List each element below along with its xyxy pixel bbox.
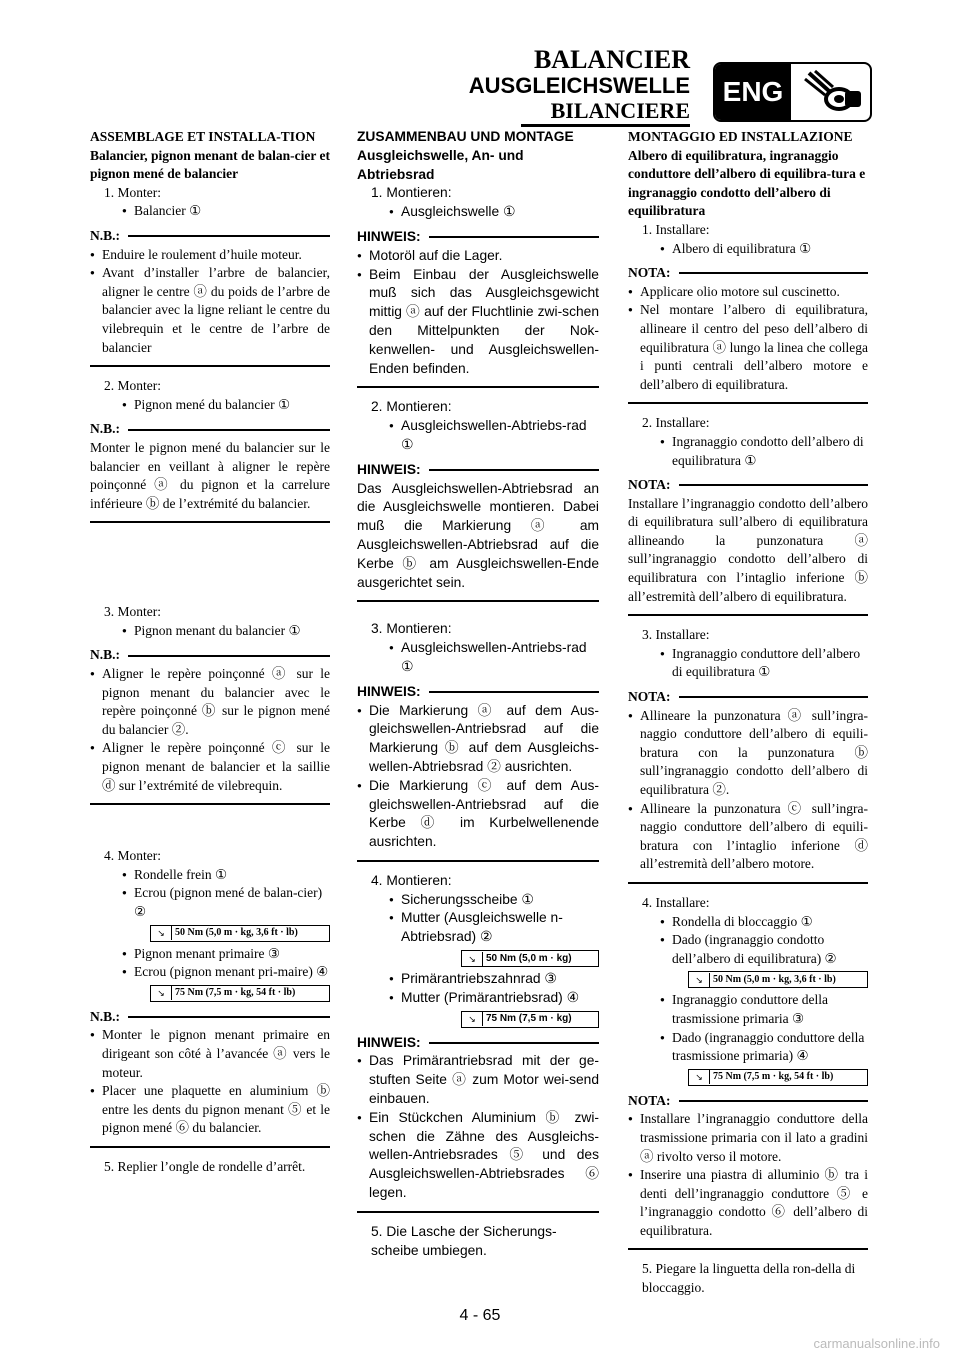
section-header [469,46,690,127]
torque-spec: ↘ 75 Nm (7,5 m · kg, 54 ft · lb) [150,985,330,1002]
note-item: ● Aligner le repère poinçonné ⓐ sur le pignon menant du balancier avec le repère poinçonné ⓑ sur le pignon mené du balancier ②. [90,665,330,739]
note-item: ● Allineare la punzonatura ⓐ sull’ingra-naggio conduttore dell’albero di equili-bratura con la punzonatura ⓑ sull’ingranaggio condotto dell’albero di equilibratura ②. [628,707,868,800]
step-5: 5. Die Lasche der Sicherungs-scheibe umbiegen. [371,1223,557,1258]
step-5: 5. Replier l’ongle de rondelle d’arrêt. [104,1158,306,1174]
note-item: ● Applicare olio motore sul cuscinetto. [628,283,868,302]
eng-badge [713,62,872,122]
engine-icon [791,64,870,120]
step-4-item: ● Sicherungsscheibe ① [357,891,599,910]
step-4: 4. Montieren: [371,872,452,888]
note-heading: HINWEIS: [357,683,599,702]
divider [357,600,599,602]
divider [357,860,599,862]
step-1: 1. Installare: [642,221,710,237]
note-item: ● Installare l’ingranaggio conduttore della trasmissione primaria con il lato a gradini ⓐ rivolto verso il motore. [628,1110,868,1166]
column-french [90,128,330,1177]
divider [90,1146,330,1148]
watermark: carmanualsonline.info [813,1336,940,1351]
note-heading: N.B.: [90,646,330,665]
note-heading: NOTA: [628,264,868,283]
wrench-icon: ↘ [151,926,172,940]
note-item: ● Allineare la punzonatura ⓒ sull’ingra-naggio conduttore dell’albero di equili-bratura con l’intaglio inferione ⓓ all’estremità dell’albero motore. [628,800,868,874]
torque-spec: ↘ 75 Nm (7,5 m · kg) [461,1011,599,1028]
column-german [357,128,599,1260]
step-3: 3. Montieren: [371,621,452,637]
step-4-item: ● Ingranaggio conduttore della trasmissione primaria ③ [628,991,868,1028]
step-4-item: ● Mutter (Primärantriebsrad) ④ [357,989,599,1008]
column-italian [628,128,868,1298]
note-item: ● Die Markierung ⓐ auf dem Aus-gleichswellen-Antriebsrad auf die Markierung ⓑ auf dem Ausgleichs-wellen-Abtriebsrad ② ausrichten. [357,702,599,777]
wrench-icon: ↘ [462,952,483,966]
divider [90,803,330,805]
step-4-item: ● Dado (ingranaggio condotto dell’albero di equilibratura) ② [628,931,868,968]
divider [628,402,868,404]
step-5: 5. Piegare la linguetta della ron-della di bloccaggio. [642,1261,856,1296]
step-3: 3. Installare: [642,627,710,643]
note-item: ● Nel montare l’albero di equilibratura, allineare il centro del peso dell’albero di equilibratura ⓐ lungo la linea che collega i punti centrali dell’albero motore e dell’albero di equilibratura. [628,301,868,394]
title-fr: BALANCIER [533,45,690,74]
step-3-item: ● Ausgleichswellen-Antriebs-rad ① [357,639,599,677]
heading-sub: Albero di equilibratura, ingranaggio conduttore dell’albero di equilibra-tura e ingranaggio condotto dell’albero di equilibratura [628,147,866,219]
note-text: Installare l’ingranaggio condotto dell’albero di equilibratura sull’albero di equilibratura allineando la punzonatura ⓐ sull’ingranaggio condotto dell’albero di equilibratura con l’intaglio inferione ⓑ all’estremità dell’albero di equilibratura. [628,495,868,604]
step-1: 1. Monter: [104,184,161,200]
step-4-item: ● Primärantriebszahnrad ③ [357,970,599,989]
note-item: ● Placer une plaquette en aluminium ⓑ entre les dents du pignon menant ⑤ et le pignon mené ⑥ du balancier. [90,1082,330,1138]
step-4: 4. Monter: [104,848,161,864]
wrench-icon: ↘ [151,986,172,1000]
note-heading: N.B.: [90,1008,330,1027]
divider [90,365,330,367]
torque-spec: ↘ 50 Nm (5,0 m · kg, 3,6 ft · lb) [688,971,868,988]
step-2: 2. Installare: [642,415,710,431]
divider [628,614,868,616]
note-text: Das Ausgleichswellen-Abtriebsrad an die Ausgleichswelle montieren. Dabei muß die Markierung ⓐ am Ausgleichswellen-Abtriebsrad auf die Kerbe ⓑ am Ausgleichswellen-Ende ausgerichtet sein. [357,480,599,590]
torque-spec: ↘ 50 Nm (5,0 m · kg) [461,950,599,967]
torque-spec: ↘ 50 Nm (5,0 m · kg, 3,6 ft · lb) [150,925,330,942]
step-1: 1. Montieren: [371,185,452,201]
note-item: ● Motoröl auf die Lager. [357,247,599,266]
note-text: Monter le pignon mené du balancier sur le balancier en veillant à aligner le repère poinçonné ⓐ du pignon et la carrelure inférieure ⓑ de l’extrémité du balancier. [90,439,330,511]
step-2: 2. Monter: [104,378,161,394]
heading-sub: Balancier, pignon menant de balan-cier et pignon mené de balancier [90,147,331,182]
title-de: AUSGLEICHSWELLE [468,73,690,98]
divider [357,1211,599,1213]
note-item: ● Enduire le roulement d’huile moteur. [90,246,330,265]
step-4-item: ● Ecrou (pignon mené de balan-cier) ② [90,884,330,921]
heading-main: ASSEMBLAGE ET INSTALLA-TION [90,129,316,144]
step-1-item: ● Balancier ① [90,202,330,221]
step-4: 4. Installare: [642,894,710,910]
note-heading: HINWEIS: [357,461,599,480]
step-3-item: ● Pignon menant du balancier ① [90,622,330,641]
note-item: ● Inserire una piastra di alluminio ⓑ tra i denti dell’ingranaggio conduttore ⑤ e l’ingranaggio condotto ⑥ dell’albero di equilibratura. [628,1166,868,1240]
divider [628,882,868,884]
step-4-item: ● Mutter (Ausgleichswelle n-Abtriebsrad) ② [357,909,599,947]
note-heading: NOTA: [628,688,868,707]
step-1-item: ● Albero di equilibratura ① [628,240,868,259]
title-it: BILANCIERE [521,98,690,127]
divider [628,1248,868,1250]
note-item: ● Ein Stückchen Aluminium ⓑ zwi-schen die Zähne des Ausgleichs-wellen-Antriebsrades ⑤ und des Ausgleichswellen-Abtriebsrades ⑥ legen. [357,1109,599,1203]
step-2-item: ● Ausgleichswellen-Abtriebs-rad ① [357,417,599,455]
note-heading: N.B.: [90,420,330,439]
step-3-item: ● Ingranaggio conduttore dell’albero di equilibratura ① [628,645,868,682]
heading-main: MONTAGGIO ED INSTALLAZIONE [628,129,853,144]
step-2-item: ● Ingranaggio condotto dell’albero di equilibratura ① [628,433,868,470]
note-item: ● Die Markierung ⓒ auf dem Aus-gleichswellen-Antriebsrad auf die Kerbe ⓓ im Kurbelwellenende ausrichten. [357,777,599,852]
step-3: 3. Monter: [104,604,161,620]
step-2-item: ● Pignon mené du balancier ① [90,396,330,415]
divider [357,386,599,388]
note-heading: NOTA: [628,1092,868,1111]
step-2: 2. Montieren: [371,399,452,415]
wrench-icon: ↘ [689,1070,710,1084]
note-item: ● Aligner le repère poinçonné ⓒ sur le pignon menant de balancier et la saillie ⓓ sur l’extrémité de vilebrequin. [90,739,330,795]
page-number: 4 - 65 [459,1307,501,1324]
note-item: ● Beim Einbau der Ausgleichswelle muß sich das Ausgleichsgewicht mittig ⓐ auf der Fluchtlinie zwi-schen den Mittelpunkten der Nok-kenwellen- und Ausgleichswellen-Enden befinden. [357,266,599,379]
step-4-item: ● Dado (ingranaggio conduttore della trasmissione primaria) ④ [628,1029,868,1066]
divider [90,521,330,523]
heading-main: ZUSAMMENBAU UND MONTAGE [357,129,574,144]
badge-label: ENG [715,64,791,120]
note-heading: N.B.: [90,227,330,246]
note-heading: NOTA: [628,476,868,495]
step-4-item: ● Rondelle frein ① [90,866,330,885]
step-4-item: ● Pignon menant primaire ③ [90,945,330,964]
wrench-icon: ↘ [462,1012,483,1026]
note-heading: HINWEIS: [357,1034,599,1053]
heading-sub: Ausgleichswelle, An- und Abtriebsrad [357,147,524,182]
torque-spec: ↘ 75 Nm (7,5 m · kg, 54 ft · lb) [688,1069,868,1086]
note-item: ● Das Primärantriebsrad mit der ge-stuften Seite ⓐ zum Motor wei-send einbauen. [357,1052,599,1108]
step-4-item: ● Rondella di bloccaggio ① [628,913,868,932]
step-4-item: ● Ecrou (pignon menant pri-maire) ④ [90,963,330,982]
note-heading: HINWEIS: [357,228,599,247]
wrench-icon: ↘ [689,973,710,987]
note-item: ● Avant d’installer l’arbre de balancier, aligner le centre ⓐ du poids de l’arbre de balancier avec la ligne reliant le centre du vilebrequin et le centre de l’arbre de balancier [90,264,330,357]
step-1-item: ● Ausgleichswelle ① [357,203,599,222]
note-item: ● Monter le pignon menant primaire en dirigeant son côté à l’avancée ⓐ vers le moteur. [90,1026,330,1082]
